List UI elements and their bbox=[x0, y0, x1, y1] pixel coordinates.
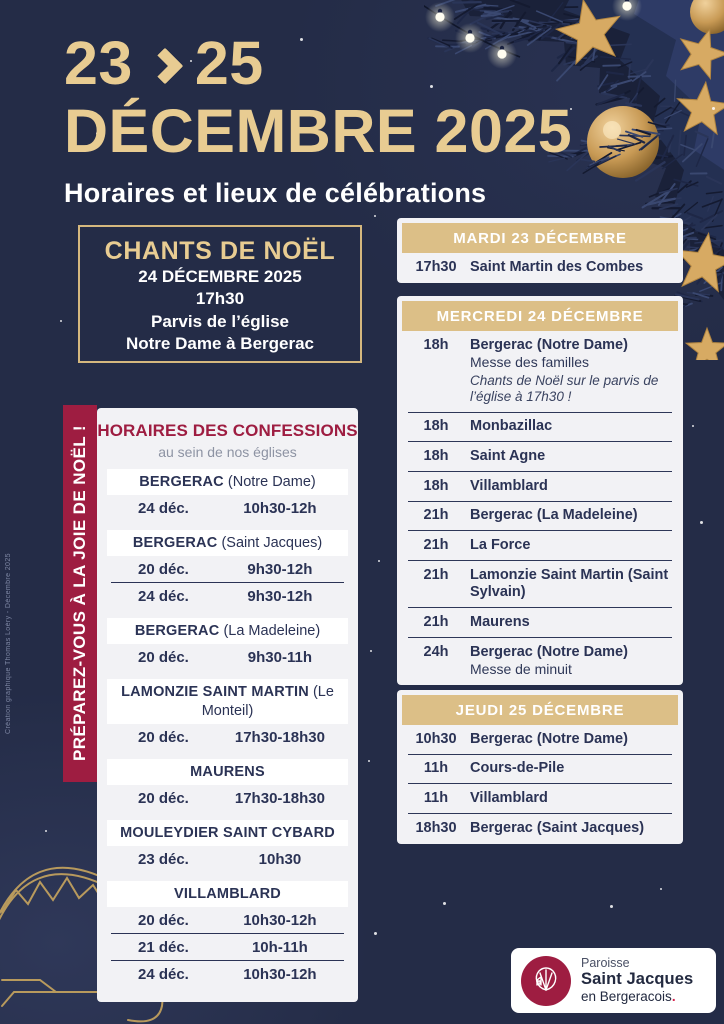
time-label: 21h bbox=[423, 536, 449, 553]
place-cell bbox=[470, 337, 670, 407]
place-name: Cours-de-Pile bbox=[470, 760, 565, 777]
snow-dot bbox=[374, 215, 376, 217]
title-end-day: 25 bbox=[194, 29, 264, 97]
schedule-row bbox=[408, 501, 672, 531]
snow-dot bbox=[374, 932, 377, 935]
confession-time: 9h30-12h bbox=[247, 561, 313, 579]
confession-time: 9h30-12h bbox=[247, 588, 313, 606]
confession-time: 10h30-12h bbox=[243, 500, 317, 518]
snow-dot bbox=[368, 760, 370, 762]
time-label: 21h bbox=[423, 566, 449, 583]
place-cell bbox=[470, 259, 670, 277]
time-label: 18h bbox=[423, 418, 449, 435]
place-cell bbox=[470, 790, 670, 808]
chants-date: 24 DÉCEMBRE 2025 bbox=[138, 267, 302, 286]
place-name: Bergerac (Notre Dame) bbox=[470, 643, 628, 660]
snow-dot bbox=[700, 521, 703, 524]
schedule-day-box bbox=[397, 690, 683, 844]
time-label: 11h bbox=[423, 760, 449, 777]
place-cell bbox=[470, 418, 670, 436]
place-cell bbox=[470, 644, 670, 679]
schedule-rows bbox=[402, 253, 678, 282]
logo-line-saint-jacques: Saint Jacques bbox=[581, 970, 694, 989]
confession-row bbox=[111, 724, 344, 750]
confession-time: 17h30-18h30 bbox=[234, 789, 325, 807]
church-name-strip bbox=[107, 469, 348, 495]
church-name: MOULEYDIER SAINT CYBARD bbox=[120, 824, 335, 841]
confession-row bbox=[111, 582, 344, 609]
church-name: BERGERAC bbox=[132, 535, 218, 552]
confession-date: 24 déc. bbox=[137, 588, 189, 606]
place-subtitle: Messe des familles bbox=[470, 354, 590, 371]
confession-date: 20 déc. bbox=[137, 789, 189, 807]
place-name: Lamonzie Saint Martin (Saint Sylvain) bbox=[470, 566, 669, 601]
snow-dot bbox=[660, 888, 662, 890]
church-name-strip bbox=[107, 759, 348, 785]
chants-title: CHANTS DE NOËL bbox=[104, 237, 336, 265]
logo-line-paroisse: Paroisse bbox=[581, 956, 630, 971]
confessions-title: HORAIRES DES CONFESSIONS bbox=[97, 421, 358, 440]
schedule-row bbox=[408, 783, 672, 813]
schedule-day-box bbox=[397, 296, 683, 685]
place-name: Monbazillac bbox=[470, 418, 553, 435]
schedule-row bbox=[408, 253, 672, 282]
place-name: Villamblard bbox=[470, 477, 548, 494]
schedule-row bbox=[408, 637, 672, 684]
parish-logo bbox=[511, 948, 716, 1013]
snow-dot bbox=[370, 650, 372, 652]
church-name-strip bbox=[107, 820, 348, 846]
snow-dot bbox=[692, 425, 694, 427]
time-label: 18h bbox=[423, 477, 449, 494]
church-name: MAURENS bbox=[190, 763, 265, 780]
chants-place-2: Notre Dame à Bergerac bbox=[125, 334, 315, 354]
confession-date: 20 déc. bbox=[137, 649, 189, 667]
confessions-box bbox=[97, 408, 358, 1002]
church-name-strip bbox=[107, 530, 348, 556]
confessions-sections bbox=[97, 469, 358, 987]
day-header: MERCREDI 24 DÉCEMBRE bbox=[402, 301, 678, 331]
credit-text: Création graphique Thomas Loéry - Décembre 2025 bbox=[5, 553, 12, 734]
schedule-day-box bbox=[397, 218, 683, 283]
confession-time: 17h30-18h30 bbox=[234, 728, 325, 746]
place-name: Bergerac (Saint Jacques) bbox=[470, 819, 645, 836]
church-name: LAMONZIE SAINT MARTIN bbox=[121, 684, 309, 701]
church-name-strip bbox=[107, 618, 348, 644]
time-label: 21h bbox=[423, 507, 449, 524]
time-label: 21h bbox=[423, 613, 449, 630]
place-name: Saint Martin des Combes bbox=[470, 258, 644, 275]
church-detail: (Notre Dame) bbox=[227, 474, 316, 490]
time-label: 18h bbox=[423, 336, 449, 353]
place-cell bbox=[470, 448, 670, 466]
church-name: VILLAMBLARD bbox=[174, 885, 281, 902]
schedule-row bbox=[408, 471, 672, 501]
church-name-strip bbox=[107, 679, 348, 723]
church-detail: (La Madeleine) bbox=[223, 623, 321, 640]
confession-row bbox=[111, 933, 344, 960]
snow-dot bbox=[712, 107, 715, 110]
place-name: Bergerac (La Madeleine) bbox=[470, 507, 638, 524]
schedule-row bbox=[408, 560, 672, 607]
chants-time: 17h30 bbox=[195, 289, 245, 309]
confession-row bbox=[111, 846, 344, 872]
snow-dot bbox=[443, 902, 446, 905]
place-cell bbox=[470, 537, 670, 555]
place-cell bbox=[470, 820, 670, 838]
parish-logo-text bbox=[581, 956, 693, 1005]
place-name: Maurens bbox=[470, 613, 530, 630]
church-name: BERGERAC bbox=[134, 623, 220, 640]
place-subtitle: Messe de minuit bbox=[470, 661, 572, 678]
joy-banner-text: PRÉPAREZ-VOUS À LA JOIE DE NOËL ! bbox=[70, 425, 89, 762]
place-cell bbox=[470, 731, 670, 749]
chants-de-noel-box bbox=[78, 225, 362, 363]
place-cell bbox=[470, 567, 670, 602]
church-detail: (Le Monteil) bbox=[201, 684, 334, 719]
time-label: 24h bbox=[423, 643, 449, 660]
confession-date: 23 déc. bbox=[137, 850, 189, 868]
snow-dot bbox=[378, 560, 380, 562]
confession-time: 10h-11h bbox=[251, 939, 308, 956]
confession-row bbox=[111, 644, 344, 670]
schedule-rows bbox=[402, 331, 678, 684]
place-note: Chants de Noël sur le parvis de l’église à 17h30 ! bbox=[470, 372, 659, 405]
place-name: Bergerac (Notre Dame) bbox=[470, 336, 628, 353]
place-cell bbox=[470, 478, 670, 496]
title-days bbox=[64, 29, 572, 97]
gold-star-icon bbox=[686, 328, 724, 360]
snow-dot bbox=[610, 905, 613, 908]
church-name-strip bbox=[107, 881, 348, 907]
confession-time: 10h30-12h bbox=[243, 966, 317, 983]
place-name: Villamblard bbox=[470, 789, 548, 806]
confession-time: 10h30-12h bbox=[243, 912, 317, 929]
place-cell bbox=[470, 760, 670, 778]
day-header: MARDI 23 DÉCEMBRE bbox=[402, 223, 678, 253]
confession-time: 9h30-11h bbox=[247, 649, 313, 667]
poster-title-block bbox=[64, 29, 573, 209]
schedule-row bbox=[408, 530, 672, 560]
scallop-shell-icon bbox=[521, 956, 571, 1006]
schedule-row bbox=[408, 441, 672, 471]
confession-date: 21 déc. bbox=[137, 939, 189, 956]
confession-row bbox=[111, 785, 344, 811]
logo-red-dot: . bbox=[671, 989, 676, 1005]
schedule-row bbox=[408, 412, 672, 442]
snow-dot bbox=[45, 830, 47, 832]
chants-place-1: Parvis de l’église bbox=[151, 311, 289, 331]
day-header: JEUDI 25 DÉCEMBRE bbox=[402, 695, 678, 725]
place-name: Bergerac (Notre Dame) bbox=[470, 730, 628, 747]
place-cell bbox=[470, 507, 670, 525]
confession-row bbox=[111, 556, 344, 582]
confessions-subtitle: au sein de nos églises bbox=[158, 444, 297, 460]
confession-date: 20 déc. bbox=[137, 912, 189, 929]
confession-date: 24 déc. bbox=[137, 500, 189, 518]
schedule-rows bbox=[402, 725, 678, 843]
logo-line-bergeracois: en Bergeracois. bbox=[581, 989, 676, 1005]
title-month-year: DÉCEMBRE 2025 bbox=[64, 97, 573, 165]
schedule-row bbox=[408, 607, 672, 637]
church-detail: (Saint Jacques) bbox=[221, 535, 323, 552]
schedule-row bbox=[408, 331, 672, 412]
time-label: 18h bbox=[423, 447, 449, 464]
place-name: Saint Agne bbox=[470, 447, 546, 464]
time-label: 17h30 bbox=[415, 258, 457, 275]
confession-time: 10h30 bbox=[258, 850, 302, 868]
time-label: 18h30 bbox=[415, 819, 457, 836]
time-label: 11h bbox=[423, 789, 449, 806]
confession-row bbox=[111, 907, 344, 933]
church-name: BERGERAC bbox=[139, 474, 224, 490]
place-name: La Force bbox=[470, 536, 531, 553]
snow-dot bbox=[60, 320, 62, 322]
confession-date: 24 déc. bbox=[137, 966, 189, 983]
place-cell bbox=[470, 614, 670, 632]
schedule-row bbox=[408, 813, 672, 843]
schedule-row bbox=[408, 754, 672, 784]
confession-row bbox=[111, 960, 344, 987]
time-label: 10h30 bbox=[415, 730, 457, 747]
confession-row bbox=[111, 495, 344, 521]
poster-subtitle: Horaires et lieux de célébrations bbox=[64, 178, 487, 208]
light-bulb-icon bbox=[612, 0, 642, 21]
joy-banner bbox=[63, 405, 97, 782]
schedule-row bbox=[408, 725, 672, 754]
light-bulb-icon bbox=[425, 2, 455, 32]
confession-date: 20 déc. bbox=[137, 561, 189, 579]
title-start-day: 23 bbox=[64, 29, 133, 97]
chevron-right-icon bbox=[146, 47, 183, 84]
confession-date: 20 déc. bbox=[137, 728, 189, 746]
